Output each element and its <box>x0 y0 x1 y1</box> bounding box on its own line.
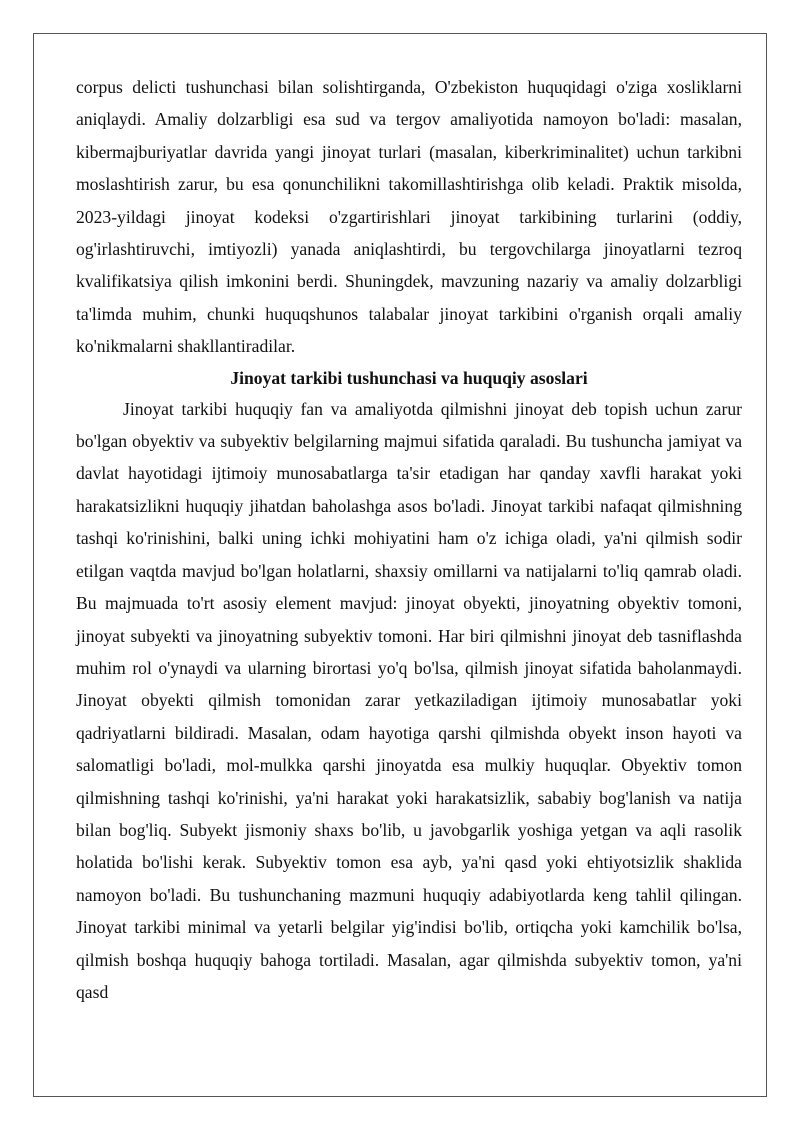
main-paragraph: Jinoyat tarkibi huquqiy fan va amaliyotda qilmishni jinoyat deb topish uchun zarur bo'lgan obyektiv va subyektiv belgilarning majmui sifatida qaraladi. Bu tushuncha jamiyat va davlat hayotidagi ijtimoiy munosabatlarga ta'sir etadigan har qanday xavfli harakat yoki harakatsizlikni huquqiy jihatdan baholashga asos bo'ladi. Jinoyat tarkibi nafaqat qilmishning tashqi ko'rinishini, balki uning ichki mohiyatini ham o'z ichiga oladi, ya'ni qilmish sodir etilgan vaqtda mavjud bo'lgan holatlarni, shaxsiy omillarni va natijalarni to'liq qamrab oladi. Bu majmuada to'rt asosiy element mavjud: jinoyat obyekti, jinoyatning obyektiv tomoni, jinoyat subyekti va jinoyatning subyektiv tomoni. Har biri qilmishni jinoyat deb tasniflashda muhim rol o'ynaydi va ularning birortasi yo'q bo'lsa, qilmish jinoyat sifatida baholanmaydi. Jinoyat obyekti qilmish tomonidan zarar yetkaziladigan ijtimoiy munosabatlar yoki qadriyatlarni bildiradi. Masalan, odam hayotiga qarshi qilmishda obyekt inson hayoti va salomatligi bo'ladi, mol-mulkka qarshi jinoyatda esa mulkiy huquqlar. Obyektiv tomon qilmishning tashqi ko'rinishi, ya'ni harakat yoki harakatsizlik, sababiy bog'lanish va natija bilan bog'liq. Subyekt jismoniy shaxs bo'lib, u javobgarlik yoshiga yetgan va aqli rasolik holatida bo'lishi kerak. Subyektiv tomon esa ayb, ya'ni qasd yoki ehtiyotsizlik shaklida namoyon bo'ladi. Bu tushunchaning mazmuni huquqiy adabiyotlarda keng tahlil qilingan. Jinoyat tarkibi minimal va yetarli belgilar yig'indisi bo'lib, ortiqcha yoki kamchilik bo'lsa, qilmish boshqa huquqiy bahoga tortiladi. Masalan, agar qilmishda subyektiv tomon, ya'ni qasd <box>76 398 742 1002</box>
document-body <box>76 71 742 1008</box>
intro-paragraph: corpus delicti tushunchasi bilan solishtirganda, O'zbekiston huquqidagi o'ziga xosliklarni aniqlaydi. Amaliy dolzarbligi esa sud va tergov amaliyotida namoyon bo'ladi: masalan, kibermajburiyatlar davrida yangi jinoyat turlari (masalan, kiberkriminalitet) uchun tarkibni moslashtirish zarur, bu esa qonunchilikni takomillashtirishga olib keladi. Praktik misolda, 2023-yildagi jinoyat kodeksi o'zgartirishlari jinoyat tarkibining turlarini (oddiy, og'irlashtiruvchi, imtiyozli) yanada aniqlashtirdi, bu tergovchilarga jinoyatlarni tezroq kvalifikatsiya qilish imkonini berdi. Shuningdek, mavzuning nazariy va amaliy dolzarbligi ta'limda muhim, chunki huquqshunos talabalar jinoyat tarkibini o'rganish orqali amaliy ko'nikmalarni shakllantiradilar. <box>76 77 742 357</box>
section-heading: Jinoyat tarkibi tushunchasi va huquqiy asoslari <box>230 367 588 388</box>
